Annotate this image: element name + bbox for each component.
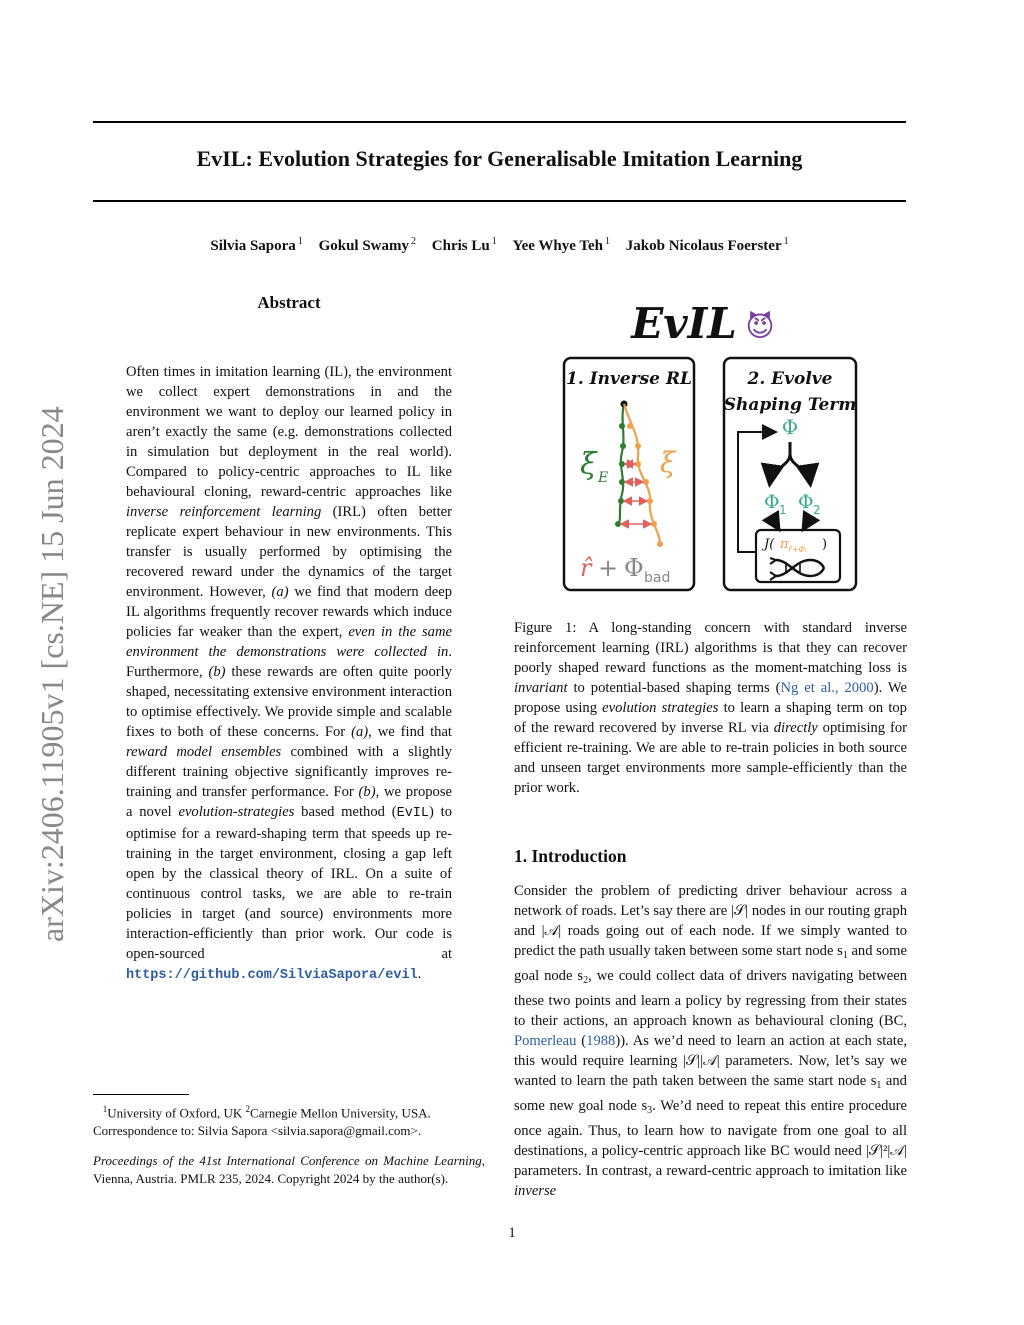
footnote-rule [93,1094,189,1095]
math-subscript: 1 [842,950,848,961]
abstract-text: these rewards are often quite poorly shaped, necessitating extensive environment interaction to optimise effectively. We provide simple and scalable fixes to both of these concerns. For [126,664,452,740]
intro-text: , we could collect data of drivers navigating between these two points and learn a policy by regressing from their states to their actions, an approach known as behavioural cloning (BC, [514,968,907,1029]
author-3 [432,238,497,254]
xi-learner-label: ξ [660,446,676,479]
footnote-affiliations: $^1$University of Oxford, UK $^2$Carnegie Mellon University, USA. Correspondence to: Silvia Sapora <silvia.sapora@gmail.com>. [93,1104,431,1139]
learner-trajectory-points [627,423,663,547]
intro-text: Consider the problem of predicting driver behaviour across a network of roads. Let’s say there are |𝒮| nodes in our routing graph and |𝒜| roads going out of each node. If we simply wanted to predict the path usually taken between some start node s [514,883,907,959]
citation-link-pomerleau[interactable]: Pomerleau [514,1033,577,1049]
moment-matching-arrows [621,464,651,524]
math-subscript: 2 [583,975,589,986]
affiliation-1: University of Oxford, UK [107,1105,246,1121]
phi-label: Φ [781,415,799,439]
abstract-emphasis: (b) [208,664,226,680]
abstract-text: based method ( [294,804,397,820]
abstract-emphasis: even in the same environment the demonstrations were collected in [126,624,452,660]
reward-hat-label: r̂ [580,554,592,582]
abstract-emphasis: (a) [271,584,289,600]
correspondence: Correspondence to: Silvia Sapora <silvia.sapora@gmail.com>. [93,1123,422,1139]
author-2 [319,238,416,254]
panel-1-title: 1. Inverse RL [565,369,693,389]
abstract-emphasis: (b) [358,784,376,800]
xi-expert-label: ξ [580,447,597,482]
abstract-body [126,362,452,986]
phi-bad-subscript: bad [644,570,671,586]
code-url-link[interactable]: https://github.com/SilviaSapora/evil [126,968,418,983]
proceedings-details: , Vienna, Austria. PMLR 235, 2024. Copyright 2024 by the author(s). [93,1153,485,1186]
citation-link-ng[interactable]: Ng et al., 2000 [780,680,874,696]
author-name: Silvia Sapora [210,238,296,254]
figure-1-caption [514,618,907,798]
page-number: 1 [508,1225,516,1241]
abstract-text: ) to optimise for a reward-shaping term that speeds up re-training in the target environment, closing a gap left open by the classical theory of IRL. On a suite of continuous control tasks, we are able to re-train policies in target (and source) environments more interaction-efficiently than prior work. Our code is open-sourced at [126,804,452,962]
fork-arrow-right [790,454,810,482]
abstract-text: we find that modern deep IL algorithms frequently recover rewards which induce policies far weaker than the expert, [126,584,452,640]
author-affiliation: 1 [605,236,611,247]
caption-text: ). We propose using [514,680,907,716]
panel-2-title-line2: Shaping Term [723,395,857,415]
abstract-emphasis: reward model ensembles [126,744,282,760]
xi-expert-subscript: E [598,470,609,486]
title-bottom-rule [93,200,906,202]
caption-text: Figure 1: A long-standing concern with standard inverse reinforcement learning (IRL) algorithms is that they can recover poorly shaped reward functions as the moment-matching loss is [514,620,907,676]
devil-emoji-icon: 😈 [745,310,775,343]
objective-close-paren: ) [822,537,828,552]
abstract-text: , we find that [368,724,452,740]
intro-text: . We’d need to repeat this entire procedure once again. Thus, to learn how to navigate from one goal to all destinations, a policy-centric approach like BC would need |𝒮|²|𝒜| parameters. In contrast, a reward-centric approach to imitation like [514,1098,908,1179]
objective-pi-subscript: r̂+Φᵢ [788,545,807,554]
caption-emphasis: invariant [514,680,568,696]
intro-text: ( [576,1033,587,1049]
abstract-text: combined with a slightly different training objective significantly improves re-training and transfer performance. For [126,744,452,800]
dna-crossover-icon [770,558,824,580]
author-name: Gokul Swamy [318,238,410,254]
phi-1-label: Φ [764,491,780,513]
title-top-rule [93,121,906,123]
phi-2-subscript: 2 [813,503,821,517]
evil-logo-text: EvIL [631,299,737,348]
phi-bad-label: Φ [624,554,644,582]
author-5 [626,238,789,254]
caption-text: to potential-based shaping terms ( [567,680,781,696]
method-name-code: EvIL [396,806,429,821]
abstract-heading: Abstract [257,293,321,312]
author-name: Chris Lu [431,238,490,254]
abstract-text: . Furthermore, [126,644,452,680]
section-heading-introduction: 1. Introduction [514,846,627,866]
author-affiliation: 1 [783,236,789,247]
arxiv-stamp: arXiv:2406.11905v1 [cs.NE] 15 Jun 2024 [34,406,70,942]
caption-text: optimising for efficient re-training. We are able to re-train policies in both source and unseen target environments more sample-efficiently than the prior work. [514,720,907,796]
caption-text: to learn a shaping term on top of the reward recovered by inverse RL via [514,700,907,736]
introduction-body [514,881,907,1201]
abstract-emphasis: (a) [351,724,369,740]
author-affiliation: 2 [411,236,417,247]
author-affiliation: 1 [297,236,303,247]
panel-evolve-shaping [724,358,856,590]
intro-text: and some new goal node s [514,1073,907,1114]
proceedings-venue: Proceedings of the 41st International Conference on Machine Learning [93,1153,482,1168]
figure-1-diagram [560,296,860,596]
caption-emphasis: directly [773,720,818,736]
author-1 [210,238,302,254]
author-4 [512,238,610,254]
objective-pi-label: π [780,537,789,552]
abstract-text: Often times in imitation learning (IL), the environment we collect expert demonstrations in and the environment we want to deploy our learned policy in aren’t exactly the same (e.g. demonstrations collected in simulation but deployment in the real world). Compared to policy-centric approaches to IL like behavioural cloning, reward-centric approaches like [126,364,452,500]
caption-emphasis: evolution strategies [602,700,719,716]
abstract-emphasis: evolution-strategies [178,804,295,820]
abstract-text: . [417,966,422,982]
math-subscript: 3 [647,1105,653,1116]
intro-text: )). As we’d need to learn an action at each state, this would require learning |𝒮||𝒜| parameters. Now, let’s say we wanted to learn the path taken between the same start node s [514,1033,907,1089]
plus-sign: + [598,554,619,582]
author-list [93,236,906,255]
affiliation-2: Carnegie Mellon University, USA. [250,1105,431,1121]
abstract-text: (IRL) often better replicate expert behaviour in new environments. This transfer is usually performed by optimising the recovered reward under the dynamics of the target environment. However, [126,504,452,600]
phi2-to-eval-arrow [804,518,810,528]
math-subscript: 1 [876,1080,882,1091]
paper-title: EvIL: Evolution Strategies for Generalisable Imitation Learning [196,146,803,171]
intro-text: and some goal node s [514,943,907,984]
phi-1-subscript: 1 [779,503,787,517]
panel-2-title-line1: 2. Evolve [747,369,833,389]
fork-arrow-left [770,442,790,482]
objective-J-label: J( [764,537,775,552]
citation-link-pomerleau-year[interactable]: 1988 [586,1033,616,1049]
phi1-to-eval-arrow [772,518,778,528]
abstract-text: , we propose a novel [126,784,452,820]
author-name: Yee Whye Teh [512,238,604,254]
author-affiliation: 1 [491,236,497,247]
footnote-proceedings [93,1152,485,1188]
abstract-emphasis: inverse reinforcement learning [126,504,322,520]
phi-2-label: Φ [798,491,814,513]
author-name: Jakob Nicolaus Foerster [625,238,782,254]
intro-emphasis: inverse [514,1183,557,1199]
